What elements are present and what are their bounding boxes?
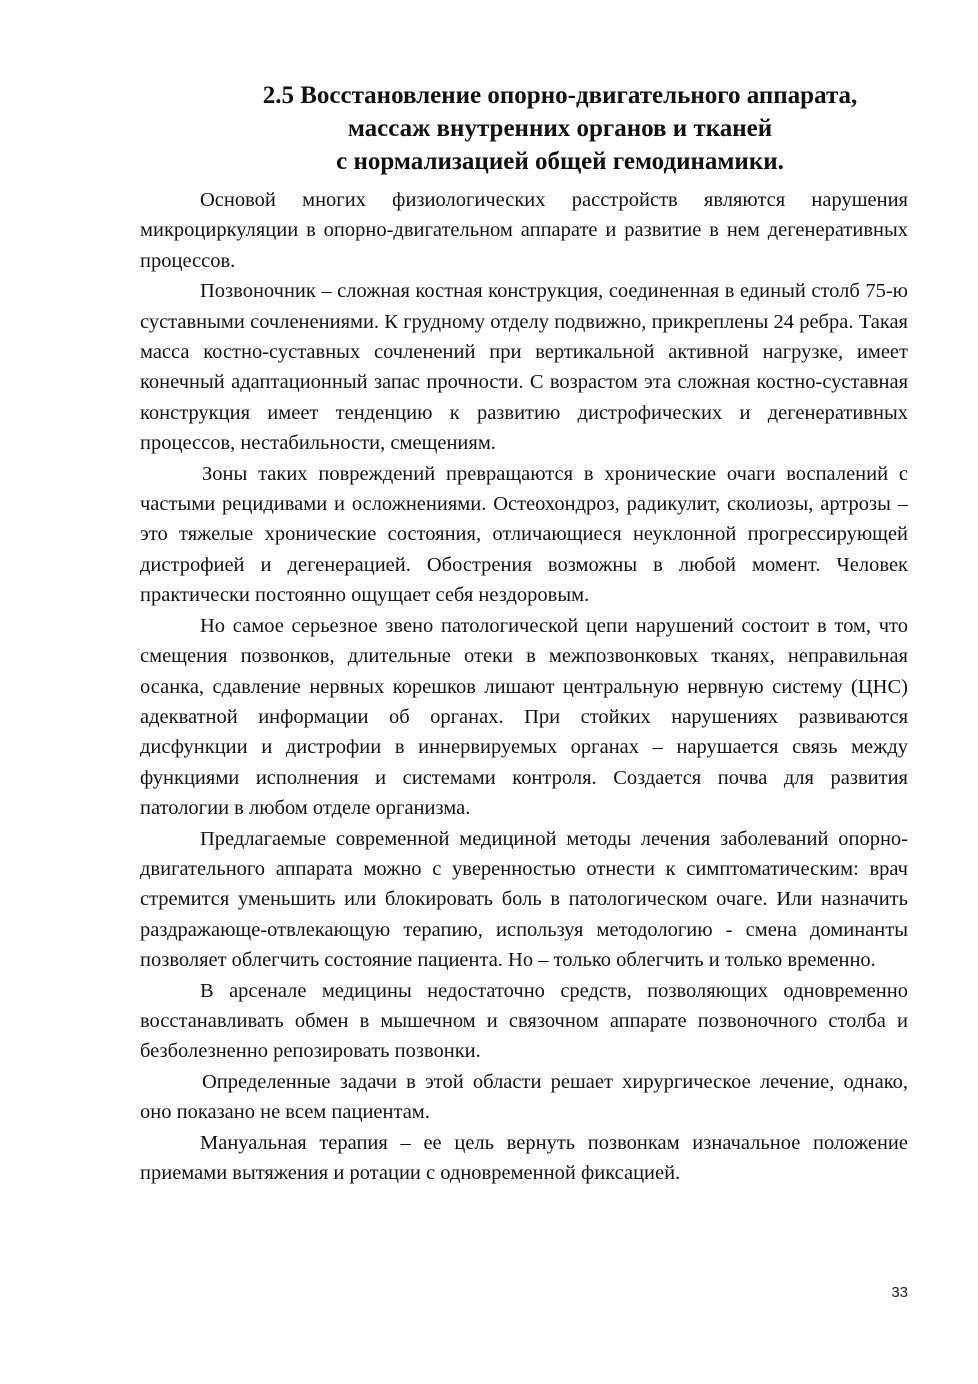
- page-number: 33: [891, 1284, 908, 1301]
- paragraph-damage-zones: Зоны таких повреждений превращаются в хронические очаги воспалений с частыми рецидивами и осложнениями. Остеохондроз, радикулит, сколиозы, артрозы – это тяжелые хронические состояния, отличающиеся неуклонной прогрессирующей дистрофией и дегенерацией. Обострения возможны в любой момент. Человек практически постоянно ощущает себя нездоровым.: [140, 462, 908, 607]
- paragraph-manual-therapy: Мануальная терапия – ее цель вернуть позвонкам изначальное положение приемами вытяжения и ротации с одновременной фиксацией.: [140, 1131, 908, 1184]
- section-heading: [140, 79, 978, 178]
- paragraph-pathology-chain: Но самое серьезное звено патологической цепи нарушений состоит в том, что смещения позвонков, длительные отеки в межпозвонковых тканях, неправильная осанка, сдавление нервных корешков лишают центральную нервную систему (ЦНС) адекватной информации об органах. При стойких нарушениях развиваются дисфункции и дистрофии в иннервируемых органах – нарушается связь между функциями исполнения и системами контроля. Создается почва для развития патологии в любом отделе организма.: [140, 614, 908, 820]
- paragraph-modern-methods: Предлагаемые современной медициной методы лечения заболеваний опорно-двигательного аппарата можно с уверенностью отнести к симптоматическим: врач стремится уменьшить или блокировать боль в патологическом очаге. Или назначить раздражающе-отвлекающую терапию, используя методологию - смена доминанты позволяет облегчить состояние пациента. Но – только облегчить и только временно.: [140, 827, 908, 972]
- body-text: [140, 185, 908, 1188]
- paragraph-microcirculation: Основой многих физиологических расстройств являются нарушения микроциркуляции в опорно-двигательном аппарате и развитие в нем дегенеративных процессов.: [140, 189, 908, 272]
- paragraph-arsenal: В арсенале медицины недостаточно средств, позволяющих одновременно восстанавливать обмен в мышечном и связочном аппарате позвоночного столба и безболезненно репозировать позвонки.: [140, 979, 908, 1063]
- heading-line-1: 2.5 Восстановление опорно-двигательного аппарата,: [262, 82, 858, 109]
- heading-line-3: с нормализацией общей гемодинамики.: [336, 148, 784, 175]
- paragraph-surgery: Определенные задачи в этой области решает хирургическое лечение, однако, оно показано не всем пациентам.: [140, 1070, 908, 1124]
- paragraph-spine: Позвоночник – сложная костная конструкция, соединенная в единый столб 75-ю суставными сочленениями. К грудному отделу подвижно, прикреплены 24 ребра. Такая масса костно-суставных сочленений при вертикальной активной нагрузке, имеет конечный адаптационный запас прочности. С возрастом эта сложная костно-суставная конструкция имеет тенденцию к развитию дистрофических и дегенеративных процессов, нестабильности, смещениям.: [140, 280, 908, 455]
- heading-line-2: массаж внутренних органов и тканей: [347, 115, 773, 142]
